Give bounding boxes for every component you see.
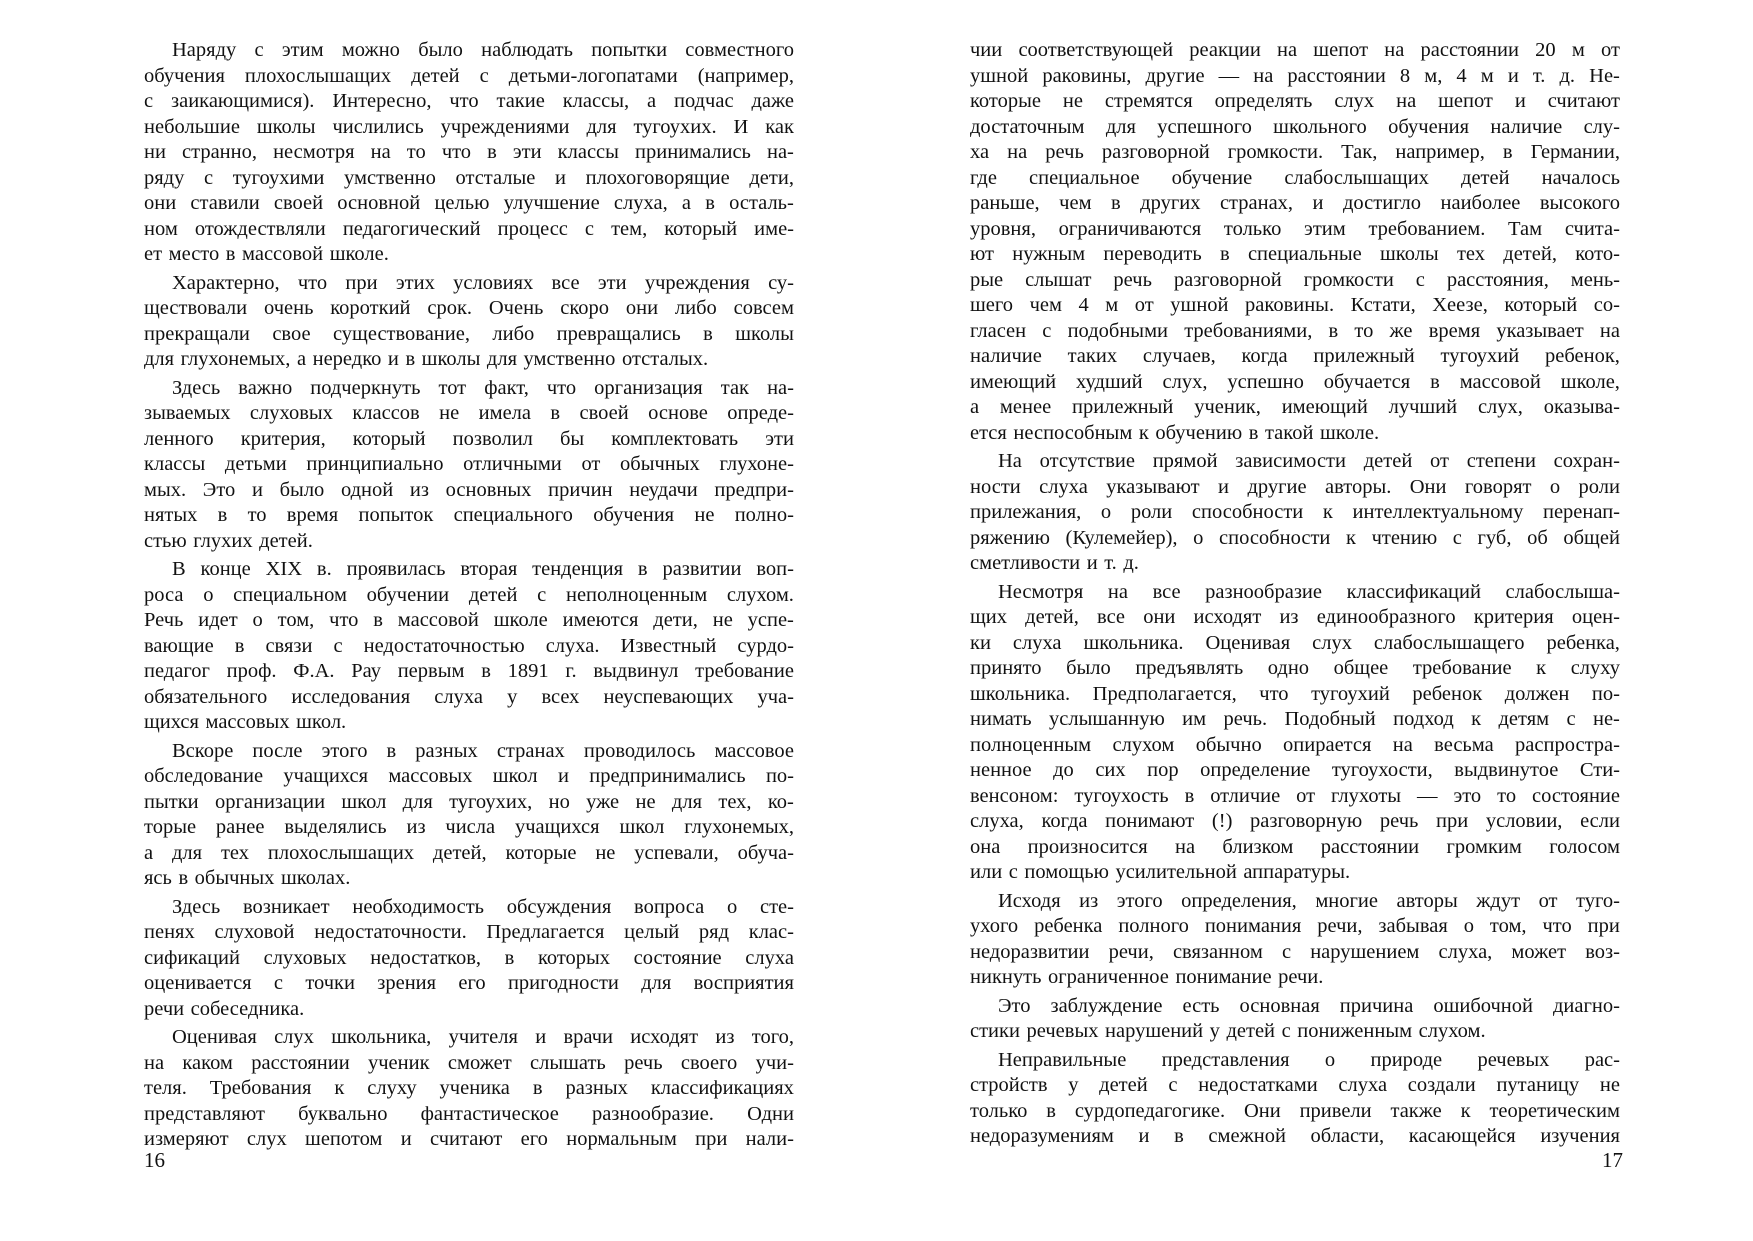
paragraph [970, 889, 1620, 991]
text-line: Наряду с этим можно было наблюдать попытки совместного [172, 39, 794, 61]
text-line: венсоном: тугоухость в отличие от глухоты — это то состояние [970, 784, 1620, 807]
text-line: пытки организации школ для тугоухих, но уже не для тех, ко- [144, 790, 794, 813]
text-line: она произносится на близком расстоянии громким голосом [970, 835, 1620, 858]
text-line: стройств у детей с недостатками слуха создали путаницу не [970, 1074, 1620, 1096]
paragraph [970, 449, 1620, 577]
text-line: ряжению (Кулемейер), о способности к чтению с губ, об общей [970, 526, 1620, 549]
text-line: Речь идет о том, что в массовой школе имеются дети, не успе- [144, 609, 794, 631]
paragraph [144, 376, 794, 555]
text-line: только в сурдопедагогике. Они привели также к теоретическим [970, 1099, 1620, 1122]
text-line: рые слышат речь разговорной громкости с расстояния, мень- [970, 268, 1620, 291]
text-line: ха на речь разговорной громкости. Так, например, в Германии, [970, 141, 1620, 163]
text-line: щихся массовых школ. [144, 711, 347, 733]
text-line: а менее прилежный ученик, имеющий лучший слух, оказыва- [970, 396, 1620, 418]
text-line: Характерно, что при этих условиях все эти учреждения су- [172, 271, 794, 294]
text-line: вающие в связи с недостаточностью слуха. Известный сурдо- [144, 634, 794, 657]
text-line: слуха, когда понимают (!) разговорную речь при условии, если [970, 810, 1620, 832]
text-line: Здесь важно подчеркнуть тот факт, что организация так на- [172, 376, 794, 399]
paragraph [144, 895, 794, 1023]
text-line: для глухонемых, а нередко и в школы для умственно отсталых. [144, 348, 709, 370]
text-line: школьника. Предполагается, что тугоухий ребенок должен по- [970, 682, 1620, 705]
text-line: сметливости и т. д. [970, 552, 1139, 574]
text-line: ленного критерия, который позволил бы комплектовать эти [144, 427, 794, 450]
paragraph [970, 994, 1620, 1045]
text-line: Оценивая слух школьника, учителя и врачи исходят из того, [172, 1026, 794, 1048]
paragraph [144, 271, 794, 373]
right-page [876, 0, 1753, 1241]
text-line: обследование учащихся массовых школ и предпринимались по- [144, 765, 794, 787]
text-line: недоразвитии речи, связанном с нарушением слуха, может воз- [970, 940, 1620, 963]
text-line: нимать услышанную им речь. Подобный подход к детям с не- [970, 708, 1620, 730]
text-line: Исходя из этого определения, многие авторы ждут от туго- [998, 889, 1620, 912]
text-line: недоразумениям и в смежной области, касающейся изучения [970, 1125, 1620, 1147]
text-line: сификаций слуховых недостатков, в которых состояние слуха [144, 946, 794, 969]
text-line: В конце XIX в. проявилась вторая тенденция в развитии воп- [172, 558, 794, 580]
text-line: наличие таких случаев, когда прилежный тугоухий ребенок, [970, 345, 1620, 367]
text-line: Вскоре после этого в разных странах проводилось массовое [172, 739, 794, 762]
text-line: они ставили своей основной целью улучшение слуха, а в осталь- [144, 192, 794, 214]
paragraph [144, 38, 794, 268]
paragraph [970, 580, 1620, 886]
text-line: ют нужным переводить в специальные школы тех детей, кото- [970, 243, 1620, 265]
text-line: небольшие школы числились учреждениями для тугоухих. И как [144, 115, 794, 138]
right-text-column [970, 38, 1620, 1150]
page-number-left: 16 [144, 1148, 165, 1172]
text-line: теля. Требования к слуху ученика в разных классификациях [144, 1077, 794, 1099]
text-line: ясь в обычных школах. [144, 867, 351, 889]
text-line: прилежания, о роли способности к интеллектуальному перенап- [970, 501, 1620, 523]
text-line: где специальное обучение слабослышащих детей началось [970, 166, 1620, 189]
text-line: классы детьми принципиально отличными от обычных глухоне- [144, 453, 794, 475]
left-text-column [144, 38, 794, 1153]
text-line: ществовали очень короткий срок. Очень скоро они либо совсем [144, 297, 794, 319]
text-line: Неправильные представления о природе речевых рас- [998, 1048, 1620, 1071]
text-line: шего чем 4 м от ушной раковины. Кстати, Хеезе, который со- [970, 294, 1620, 316]
text-line: измеряют слух шепотом и считают его нормальным при нали- [144, 1128, 794, 1150]
text-line: чии соответствующей реакции на шепот на расстоянии 20 м от [970, 39, 1620, 61]
text-line: речи собеседника. [144, 997, 305, 1020]
text-line: ности слуха указывают и другие авторы. Они говорят о роли [970, 475, 1620, 498]
text-line: ни странно, несмотря на то что в эти классы принимались на- [144, 141, 794, 163]
text-line: мых. Это и было одной из основных причин неудачи предпри- [144, 478, 794, 501]
text-line: ушной раковины, другие — на расстоянии 8 м, 4 м и т. д. Не- [970, 64, 1620, 87]
text-line: никнуть ограниченное понимание речи. [970, 966, 1324, 988]
text-line: представляют буквально фантастическое разнообразие. Одни [144, 1102, 794, 1125]
text-line: на каком расстоянии ученик сможет слышать речь своего учи- [144, 1051, 794, 1074]
text-line: имеющий худший слух, успешно обучается в массовой школе, [970, 370, 1620, 393]
text-line: стики речевых нарушений у детей с пониженным слухом. [970, 1020, 1486, 1042]
text-line: ется неспособным к обучению в такой школе. [970, 421, 1380, 444]
text-line: с заикающимися). Интересно, что такие классы, а подчас даже [144, 90, 794, 112]
text-line: уровня, ограничиваются только этим требованием. Там счита- [970, 217, 1620, 240]
text-line: гласен с подобными требованиями, в то же время указывает на [970, 319, 1620, 342]
text-line: ряду с тугоухими умственно отсталые и плохоговорящие дети, [144, 166, 794, 189]
page-number-right: 17 [1602, 1148, 1623, 1172]
text-line: прекращали свое существование, либо превращались в школы [144, 322, 794, 345]
text-line: обучения плохослышащих детей с детьми-логопатами (например, [144, 64, 794, 87]
text-line: принято было предъявлять одно общее требование к слуху [970, 657, 1620, 679]
text-line: Это заблуждение есть основная причина ошибочной диагно- [998, 994, 1620, 1017]
text-line: ет место в массовой школе. [144, 243, 389, 265]
text-line: раньше, чем в других странах, и достигло наиболее высокого [970, 192, 1620, 214]
paragraph [144, 1025, 794, 1153]
left-page [0, 0, 876, 1241]
text-line: педагог проф. Ф.А. Рау первым в 1891 г. выдвинул требование [144, 660, 794, 682]
text-line: обязательного исследования слуха у всех неуспевающих уча- [144, 685, 794, 708]
text-line: полноценным слухом обычно опирается на весьма распростра- [970, 733, 1620, 756]
text-line: ухого ребенка полного понимания речи, забывая о том, что при [970, 915, 1620, 937]
text-line: которые не стремятся определять слух на шепот и считают [970, 90, 1620, 112]
text-line: стью глухих детей. [144, 529, 313, 552]
text-line: Несмотря на все разнообразие классификаций слабослыша- [998, 580, 1620, 603]
text-line: оценивается с точки зрения его пригодности для восприятия [144, 972, 794, 994]
text-line: достаточным для успешного школьного обучения наличие слу- [970, 115, 1620, 138]
text-line: а для тех плохослышащих детей, которые не успевали, обуча- [144, 841, 794, 864]
text-line: ки слуха школьника. Оценивая слух слабослышащего ребенка, [970, 631, 1620, 654]
text-line: ном отождествляли педагогический процесс с тем, который име- [144, 217, 794, 240]
paragraph [144, 739, 794, 892]
text-line: нятых в то время попыток специального обучения не полно- [144, 504, 794, 526]
paragraph [970, 38, 1620, 446]
text-line: Здесь возникает необходимость обсуждения вопроса о сте- [172, 895, 794, 918]
text-line: торые ранее выделялись из числа учащихся школ глухонемых, [144, 816, 794, 838]
text-line: щих детей, все они исходят из единообразного критерия оцен- [970, 606, 1620, 628]
paragraph [970, 1048, 1620, 1150]
text-line: роса о специальном обучении детей с неполноценным слухом. [144, 583, 794, 606]
paragraph [144, 557, 794, 736]
text-line: ненное до сих пор определение тугоухости, выдвинутое Сти- [970, 759, 1620, 781]
text-line: пенях слуховой недостаточности. Предлагается целый ряд клас- [144, 921, 794, 943]
text-line: или с помощью усилительной аппаратуры. [970, 861, 1351, 883]
text-line: На отсутствие прямой зависимости детей от степени сохран- [998, 450, 1620, 472]
text-line: зываемых слуховых классов не имела в своей основе опреде- [144, 402, 794, 424]
